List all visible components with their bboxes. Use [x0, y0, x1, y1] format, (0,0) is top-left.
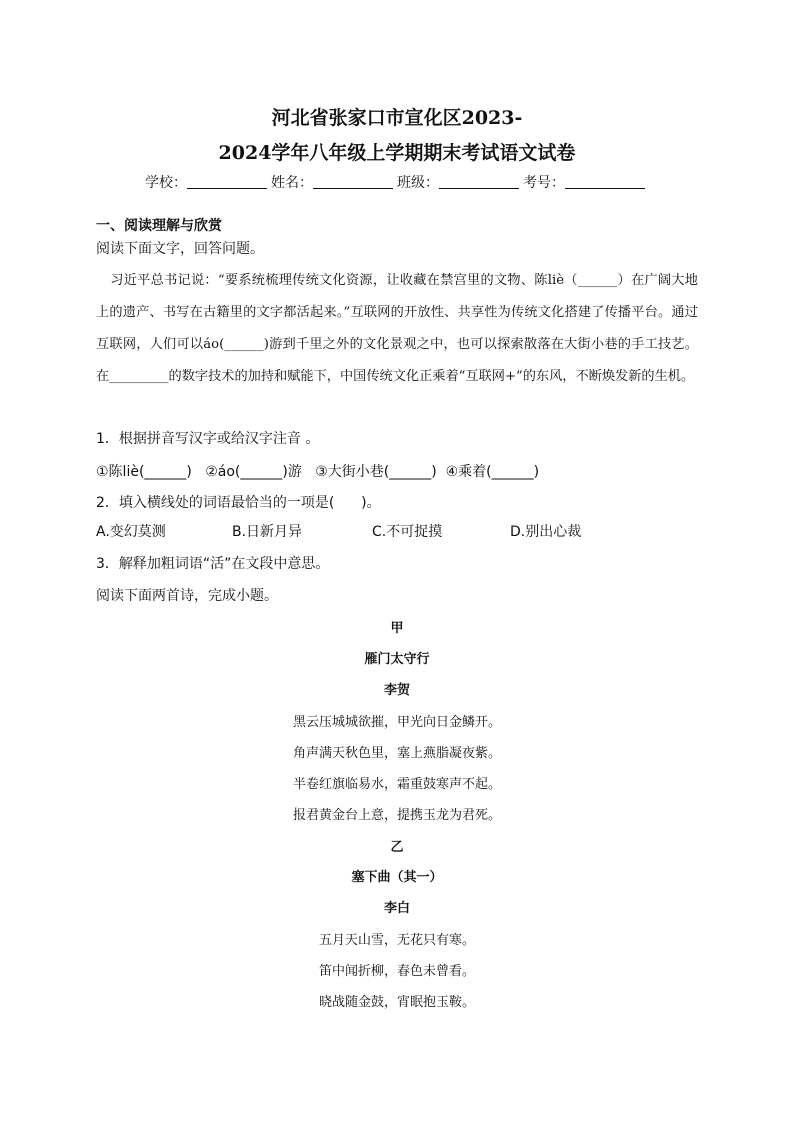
option-b[interactable]: B.日新月异	[232, 524, 303, 540]
question-3: 3．解释加粗词语“活”在文段中意思。	[96, 556, 330, 572]
poem2-line: 晓战随金鼓，宵眠抱玉鞍。	[318, 995, 475, 1010]
class-label: 班级：	[397, 175, 439, 191]
poem1-line: 半卷红旗临易水，霜重鼓寒声不起。	[292, 777, 501, 792]
option-a[interactable]: A.变幻莫测	[96, 524, 166, 540]
q1-item-4: ④乘着(______)	[445, 464, 540, 480]
question-1: 1．根据拼音写汉字或给汉字注音 。	[96, 431, 320, 447]
poem2-title: 塞下曲（其一）	[351, 870, 443, 885]
passage-text: 习近平总书记说：“要系统梳理传统文化资源，让收藏在禁宫里的文物、陈liè（______）在广阔大地上的遗产、书写在古籍里的文字都活起来。”互联网的开放性、共享性为传统文化搭建了传播平台。通过互联网，人们可以áo(______)游到千里之外的文化景观之中，也可以探索散落在大街小巷的手工技艺。在_________的数字技术的加持和赋能下，中国传统文化正乘着“互联网+”的东风，不断焕发新的生机。	[96, 273, 698, 384]
q1-item-3: ③大街小巷(______)	[315, 464, 437, 480]
poem1-title: 雁门太守行	[364, 652, 430, 667]
number-field[interactable]	[565, 174, 645, 189]
exam-title-line2: 2024学年八年级上学期期末考试语文试卷	[218, 142, 576, 164]
question-1-items	[96, 461, 539, 481]
poem2-label: 乙	[390, 840, 404, 855]
poem1-line: 报君黄金台上意，提携玉龙为君死。	[292, 808, 501, 823]
poem2-line: 笛中闻折柳，春色未曾看。	[318, 964, 475, 979]
poem1-line: 黑云压城城欲摧，甲光向日金鳞开。	[292, 715, 501, 730]
name-field[interactable]	[313, 174, 393, 189]
name-label: 姓名：	[271, 175, 313, 191]
q1-item-2: ②áo(______)游	[205, 464, 302, 480]
option-d[interactable]: D.别出心裁	[510, 524, 582, 540]
school-field[interactable]	[187, 174, 267, 189]
poem2-line: 五月天山雪，无花只有寒。	[318, 933, 475, 948]
class-field[interactable]	[439, 174, 519, 189]
q1-item-1: ①陈liè(______)	[96, 464, 192, 480]
exam-title-line1: 河北省张家口市宣化区2023-	[271, 107, 523, 129]
school-label: 学校：	[145, 175, 187, 191]
student-info-row	[0, 172, 794, 192]
reading-passage	[96, 265, 698, 393]
option-c[interactable]: C.不可捉摸	[372, 524, 443, 540]
poem-instruction: 阅读下面两首诗，完成小题。	[96, 588, 278, 604]
poem1-line: 角声满天秋色里，塞上燕脂凝夜紫。	[292, 746, 501, 761]
poem1-label: 甲	[390, 621, 404, 636]
reading-instruction: 阅读下面文字，回答问题。	[96, 241, 264, 257]
poem2-author: 李白	[383, 901, 410, 916]
poem1-author: 李贺	[383, 683, 410, 698]
number-label: 考号：	[523, 175, 565, 191]
section-heading: 一、阅读理解与欣赏	[96, 218, 222, 234]
question-2: 2．填入横线处的词语最恰当的一项是( )。	[96, 495, 381, 511]
